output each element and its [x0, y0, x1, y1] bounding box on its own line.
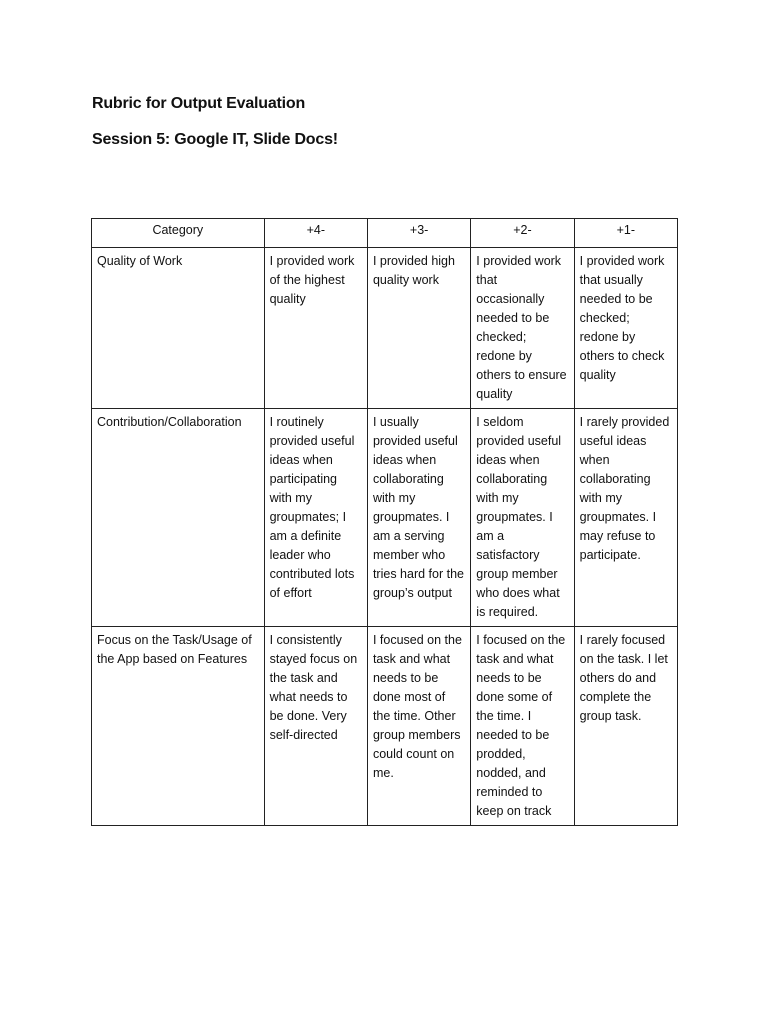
- row-category: Contribution/Collaboration: [92, 409, 265, 627]
- table-header-row: [92, 219, 678, 248]
- table-cell: I rarely provided useful ideas when collaborating with my groupmates. I may refuse to participate.: [574, 409, 677, 627]
- table-row: [92, 409, 678, 627]
- table-cell: I focused on the task and what needs to be done most of the time. Other group members could count on me.: [367, 627, 470, 826]
- header-score-3: +3-: [367, 219, 470, 248]
- table-cell: I focused on the task and what needs to be done some of the time. I needed to be prodded, nodded, and reminded to keep on track: [471, 627, 574, 826]
- document-title: Rubric for Output Evaluation: [92, 95, 306, 112]
- table-cell: I usually provided useful ideas when collaborating with my groupmates. I am a serving member who tries hard for the group’s output: [367, 409, 470, 627]
- table-row: [92, 248, 678, 409]
- row-category: Focus on the Task/Usage of the App based on Features: [92, 627, 265, 826]
- table-cell: I seldom provided useful ideas when collaborating with my groupmates. I am a satisfactory group member who does what is required.: [471, 409, 574, 627]
- table-cell: I provided high quality work: [367, 248, 470, 409]
- rubric-table: [91, 218, 678, 826]
- header-score-4: +4-: [264, 219, 367, 248]
- header-score-2: +2-: [471, 219, 574, 248]
- table-cell: I provided work that usually needed to be checked; redone by others to check quality: [574, 248, 677, 409]
- table-row: [92, 627, 678, 826]
- row-category: Quality of Work: [92, 248, 265, 409]
- header-category: Category: [92, 219, 265, 248]
- document-subtitle: Session 5: Google IT, Slide Docs!: [92, 131, 338, 148]
- table-cell: I routinely provided useful ideas when participating with my groupmates; I am a definite leader who contributed lots of effort: [264, 409, 367, 627]
- table-cell: I provided work of the highest quality: [264, 248, 367, 409]
- header-score-1: +1-: [574, 219, 677, 248]
- table-cell: I consistently stayed focus on the task and what needs to be done. Very self-directed: [264, 627, 367, 826]
- table-cell: I provided work that occasionally needed to be checked; redone by others to ensure quality: [471, 248, 574, 409]
- table-cell: I rarely focused on the task. I let others do and complete the group task.: [574, 627, 677, 826]
